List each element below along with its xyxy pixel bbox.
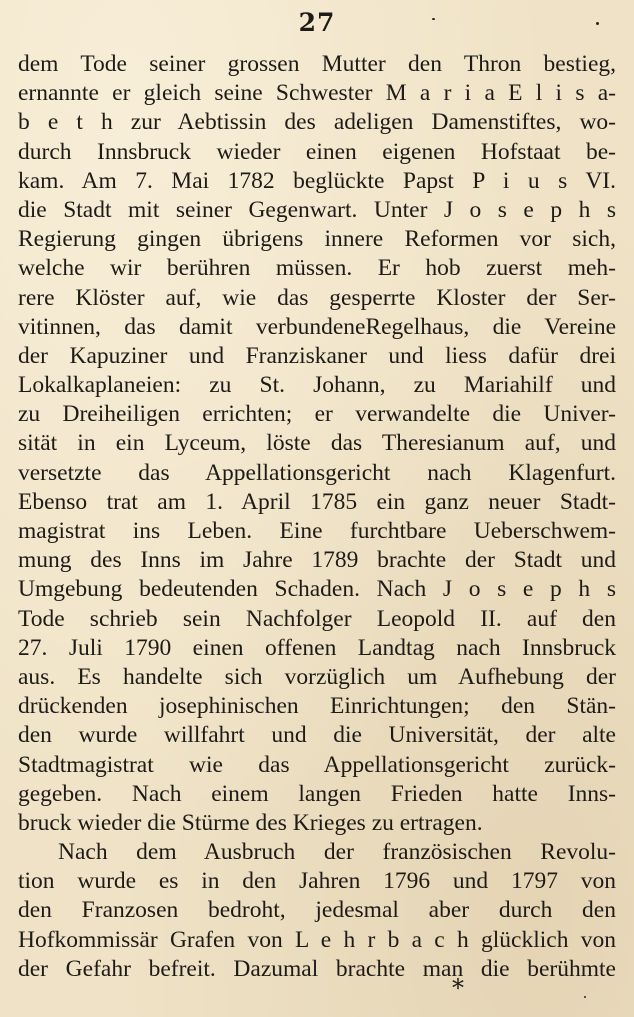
ink-speck (584, 996, 586, 998)
ink-speck (596, 22, 599, 25)
text-line: durch Innsbruck wieder einen eigenen Hofstaat be- (18, 138, 616, 165)
text-line: Ebenso trat am 1. April 1785 ein ganz neuer Stadt- (18, 488, 616, 515)
text-line: ernannte er gleich seine Schwester M a r i a E l i s a- (18, 80, 616, 107)
text-line: vitinnen, das damit verbundeneRegelhaus, die Vereine (18, 313, 616, 340)
text-line: der Gefahr befreit. Dazumal brachte man die berühmte (18, 955, 616, 982)
text-line: kam. Am 7. Mai 1782 beglückte Papst P i u s VI. (18, 167, 616, 194)
ink-speck (432, 18, 435, 20)
text-line: rere Klöster auf, wie das gesperrte Kloster der Ser- (18, 284, 616, 311)
text-line: zu Dreiheiligen errichten; er verwandelte die Univer- (18, 401, 616, 428)
text-line: Lokalkaplaneien: zu St. Johann, zu Mariahilf und (18, 372, 616, 399)
text-line: den Franzosen bedroht, jedesmal aber durch den (18, 897, 616, 924)
text-line: gegeben. Nach einem langen Frieden hatte Inns- (18, 780, 616, 807)
text-line: bruck wieder die Stürme des Krieges zu ertragen. (18, 809, 483, 836)
text-line: sität in ein Lyceum, löste das Theresianum auf, und (18, 430, 616, 457)
paragraph-start-line: Nach dem Ausbruch der französischen Revolu- (58, 839, 616, 866)
text-line: Hofkommissär Grafen von L e h r b a c h glücklich von (18, 926, 616, 953)
text-line: Regierung gingen übrigens innere Reformen vor sich, (18, 226, 616, 253)
text-line: der Kapuziner und Franziskaner und liess dafür drei (18, 342, 616, 369)
text-line: welche wir berühren müssen. Er hob zuerst meh- (18, 255, 616, 282)
text-line: den wurde willfahrt und die Universität, der alte (18, 722, 616, 749)
text-line: drückenden josephinischen Einrichtungen; den Stän- (18, 693, 616, 720)
text-line: 27. Juli 1790 einen offenen Landtag nach Innsbruck (18, 634, 616, 661)
text-line: die Stadt mit seiner Gegenwart. Unter J o s e p h s (18, 196, 616, 223)
text-line: b e t h zur Aebtissin des adeligen Damenstiftes, wo- (18, 109, 616, 136)
footnote-mark: * (452, 974, 464, 1002)
text-line: tion wurde es in den Jahren 1796 und 1797 von (18, 868, 616, 895)
text-line: dem Tode seiner grossen Mutter den Thron bestieg, (18, 51, 616, 77)
text-line: Umgebung bedeutenden Schaden. Nach J o s e p h s (18, 576, 616, 603)
text-line: Stadtmagistrat wie das Appellationsgericht zurück- (18, 751, 616, 778)
body-text (18, 50, 616, 984)
page-number: 27 (298, 8, 336, 37)
text-line: Tode schrieb sein Nachfolger Leopold II. auf den (18, 605, 616, 632)
text-line: mung des Inns im Jahre 1789 brachte der Stadt und (18, 547, 616, 574)
text-line: magistrat ins Leben. Eine furchtbare Ueberschwem- (18, 518, 616, 544)
text-line: aus. Es handelte sich vorzüglich um Aufhebung der (18, 663, 616, 690)
text-line: versetzte das Appellationsgericht nach Klagenfurt. (18, 459, 616, 486)
